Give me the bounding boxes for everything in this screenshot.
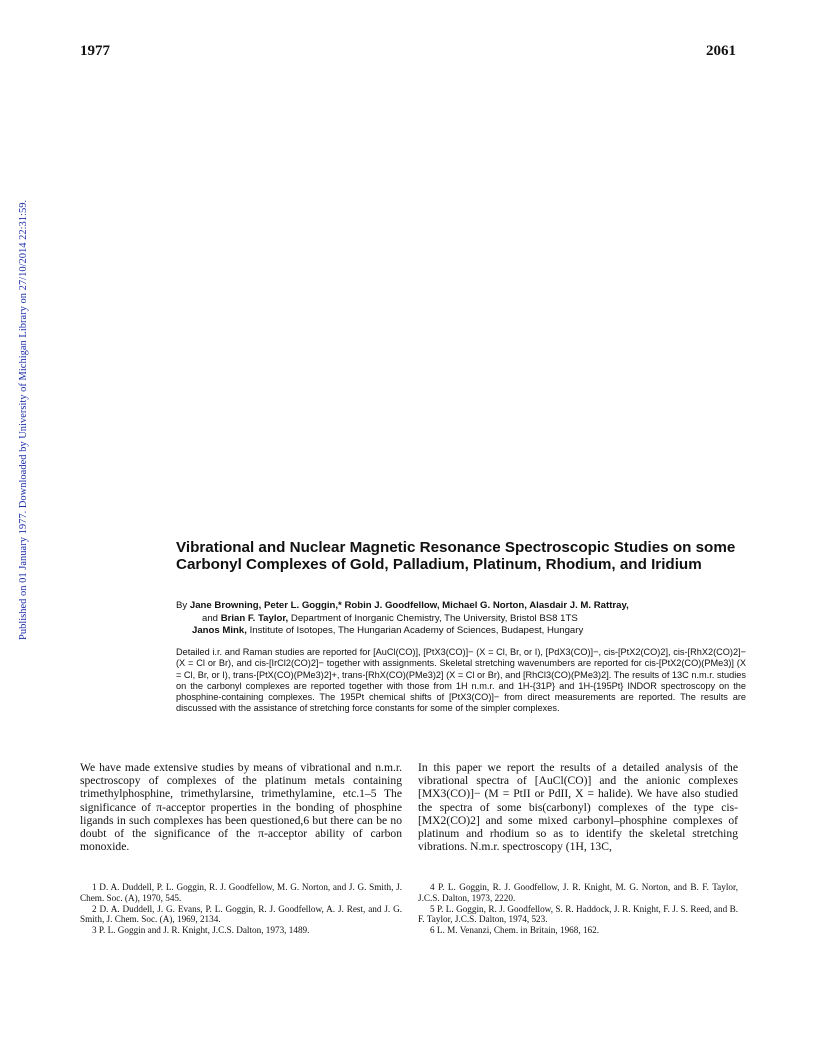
download-notice: Published on 01 January 1977. Downloaded by University of Michigan Library on 27/10/2014 22:31:59. [18,199,29,640]
and-label: and [202,612,219,624]
author-line-2 [176,613,746,626]
footnote-5: 5 P. L. Goggin, R. J. Goodfellow, S. R. Haddock, J. R. Knight, F. J. S. Reed, and B. F. Taylor, J.C.S. Dalton, 1974, 523. [418,903,738,925]
footnote-2: 2 D. A. Duddell, J. G. Evans, P. L. Goggin, R. J. Goodfellow, A. J. Rest, and J. G. Smith, J. Chem. Soc. (A), 1969, 2134. [80,903,402,925]
body-text-left: We have made extensive studies by means of vibrational and n.m.r. spectroscopy of complexes of the platinum metals containing trimethylphosphine, trimethylarsine, trimethylamine, etc.1–5 The significance of π-acceptor properties in the bonding of phosphine ligands in such complexes has been questioned,6 but there can be no doubt of the significance of the π-acceptor ability of carbon monoxide. [80,761,402,854]
footnote-6: 6 L. M. Venanzi, Chem. in Britain, 1968, 162. [430,925,600,936]
by-label: By [176,600,188,611]
body-text-right: In this paper we report the results of a detailed analysis of the vibrational spectra of [AuCl(CO)] and the anionic complexes [MX3(CO)]− (M = PtII or PdII, X = halide). We have also studied the spectra of some bis(carbonyl) complexes of the type cis-[MX2(CO)2] and some mixed carbonyl–phosphine complexes of platinum and rhodium so as to identify the skeletal stretching vibrations. N.m.r. spectroscopy (1H, 13C, [418,761,738,854]
journal-year: 1977 [80,43,110,59]
author-names-2: Brian F. Taylor, [220,612,289,624]
footnote-1: 1 D. A. Duddell, P. L. Goggin, R. J. Goodfellow, M. G. Norton, and J. G. Smith, J. Chem. Soc. (A), 1970, 545. [80,882,402,903]
author-line-3 [176,625,746,638]
footnote-3: 3 P. L. Goggin and J. R. Knight, J.C.S. Dalton, 1973, 1489. [92,925,310,936]
author-names-3: Janos Mink, [192,625,247,637]
author-block [176,600,746,638]
abstract: Detailed i.r. and Raman studies are reported for [AuCl(CO)], [PtX3(CO)]− (X = Cl, Br, or I), [PdX3(CO)]−, cis-[PtX2(CO)2], cis-[RhX2(CO)2]− (X = Cl or Br), and cis-[IrCl2(CO)2]− together with assignments. Skeletal stretching wavenumbers are reported for cis-[PtX2(CO)(PMe3)] (X = Cl, Br, or I), trans-[PtX(CO)(PMe3)2]+, trans-[RhX(CO)(PMe3)2] (X = Cl or Br), and [RhCl3(CO)(PMe3)2]. The results of 13C n.m.r. studies on the carbonyl complexes are reported together with those from 1H n.m.r. and 1H-{31P} and 1H-{195Pt} INDOR spectroscopy on the phosphine-containing complexes. The 195Pt chemical shifts of [PtX3(CO)]− from direct measurements are reported. The results are discussed with the assistance of stretching force constants for some of the simpler complexes. [176,647,746,714]
affiliation-budapest: Institute of Isotopes, The Hungarian Academy of Sciences, Budapest, Hungary [249,625,584,637]
footnotes-left [80,882,402,936]
author-names-1: Jane Browning, Peter L. Goggin,* Robin J. Goodfellow, Michael G. Norton, Alasdair J. M. Rattray, [189,600,629,611]
author-line-1 [176,600,746,613]
article-title: Vibrational and Nuclear Magnetic Resonance Spectroscopic Studies on some Carbonyl Complexes of Gold, Palladium, Platinum, Rhodium, and Iridium [176,539,736,573]
footnote-4: 4 P. L. Goggin, R. J. Goodfellow, J. R. Knight, M. G. Norton, and B. F. Taylor, J.C.S. Dalton, 1973, 2220. [418,882,738,903]
footnotes-right [418,882,738,936]
affiliation-bristol: Department of Inorganic Chemistry, The University, Bristol BS8 1TS [290,612,578,624]
page-number: 2061 [706,43,736,59]
